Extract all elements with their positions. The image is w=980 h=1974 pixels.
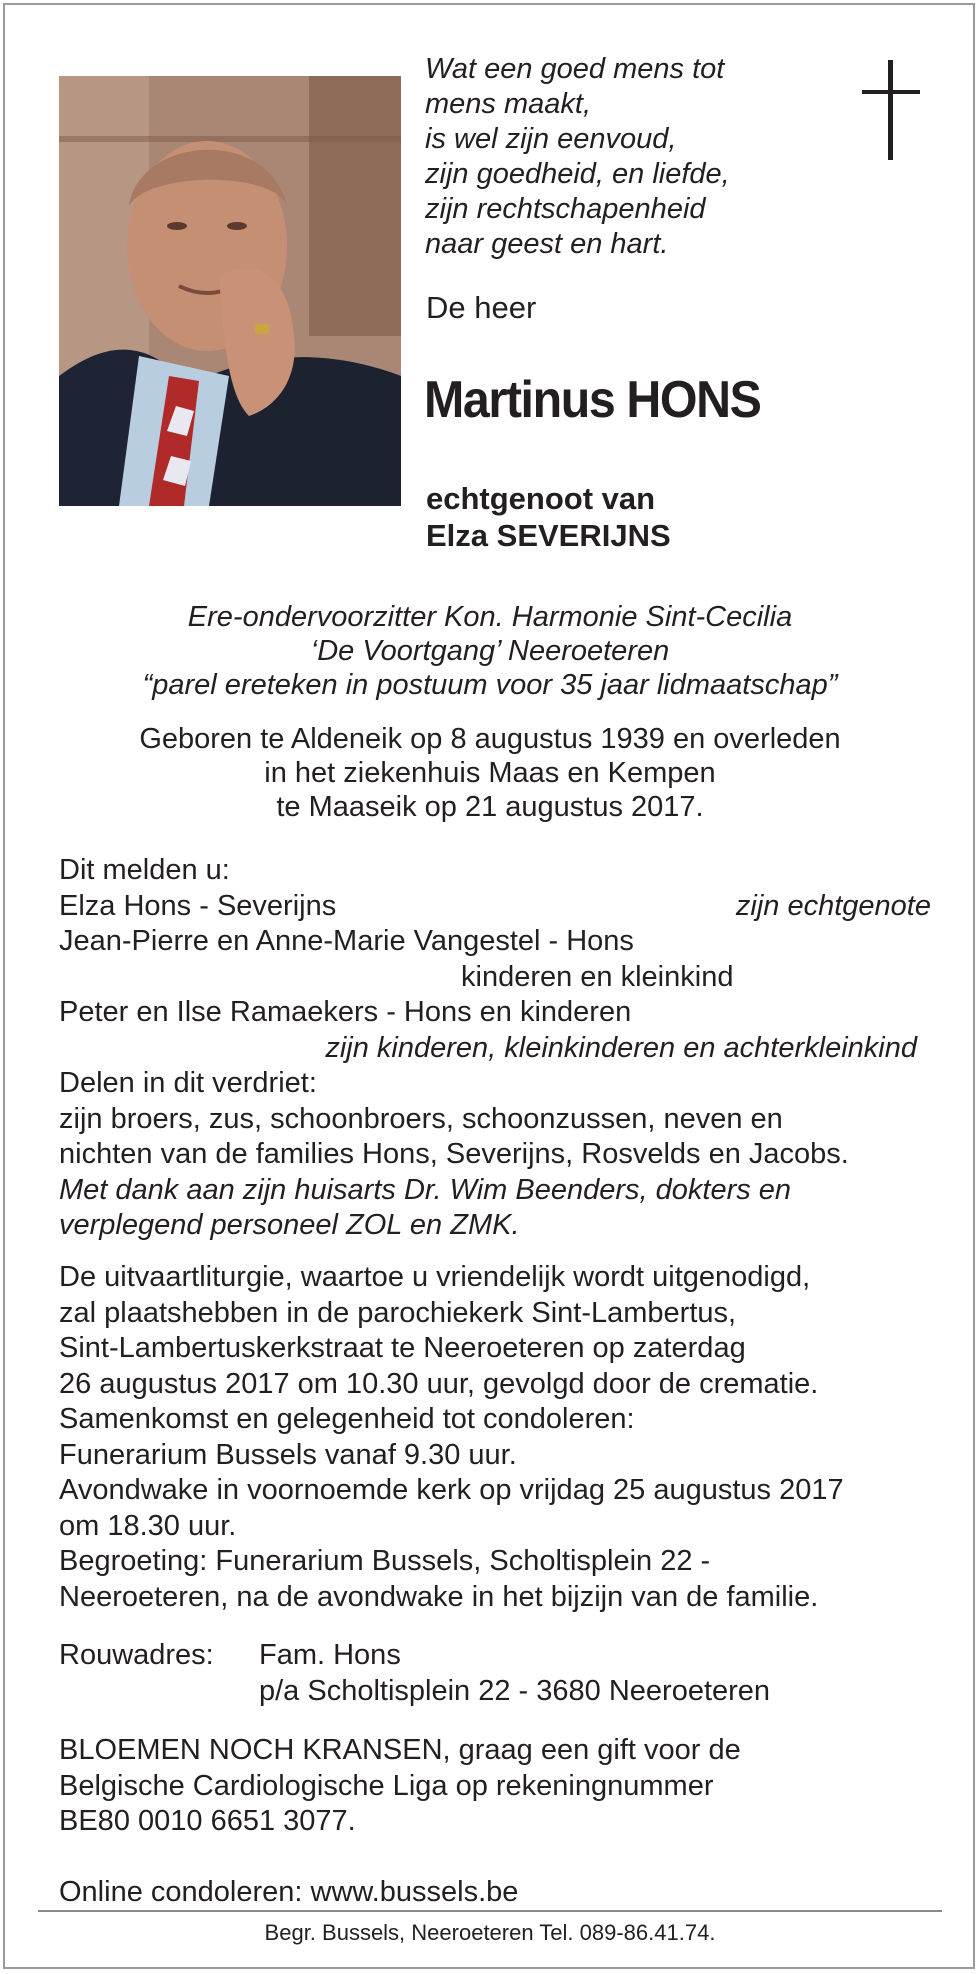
service-line: Sint-Lambertuskerkstraat te Neeroeteren op zaterdag	[59, 1332, 746, 1364]
flowers-line: BE80 0010 6651 3077.	[59, 1805, 356, 1837]
flowers-line: BLOEMEN NOCH KRANSEN, graag een gift voor de	[59, 1734, 741, 1766]
share-line: zijn broers, zus, schoonbroers, schoonzussen, neven en	[59, 1102, 783, 1135]
memorial-poem	[425, 52, 825, 262]
family-intro: Dit melden u:	[59, 854, 230, 886]
footer-divider	[38, 1910, 942, 1912]
spouse-relation: echtgenoot van	[426, 481, 656, 516]
service-line: Samenkomst en gelegenheid tot condoleren:	[59, 1403, 635, 1435]
address-row	[59, 1674, 939, 1710]
funeral-home-footer: Begr. Bussels, Neeroeteren Tel. 089-86.41.74.	[264, 1920, 716, 1945]
service-line: Neeroeteren, na de avondwake in het bijzijn van de familie.	[59, 1580, 819, 1613]
address-label: Rouwadres:	[59, 1639, 214, 1671]
poem-line: mens maakt,	[425, 88, 591, 120]
honors-line: Ere-ondervoorzitter Kon. Harmonie Sint-Cecilia	[187, 601, 793, 633]
family-member-relation: zijn echtgenote	[735, 889, 931, 922]
salutation: De heer	[426, 290, 537, 325]
poem-line: zijn rechtschapenheid	[425, 193, 706, 225]
birth-death-line: in het ziekenhuis Maas en Kempen	[264, 757, 716, 789]
share-line: nichten van de families Hons, Severijns, Rosvelds en Jacobs.	[59, 1138, 849, 1170]
honors-line: “parel ereteken in postuum voor 35 jaar lidmaatschap”	[142, 669, 838, 701]
service-line: 26 augustus 2017 om 10.30 uur, gevolgd door de crematie.	[59, 1367, 819, 1400]
cross-icon	[862, 60, 920, 160]
address-line: p/a Scholtisplein 22 - 3680 Neeroeteren	[259, 1674, 771, 1707]
service-line: Funerarium Bussels vanaf 9.30 uur.	[59, 1438, 517, 1471]
address-row	[59, 1638, 939, 1674]
service-line: De uitvaartliturgie, waartoe u vriendelijk wordt uitgenodigd,	[59, 1261, 811, 1293]
service-line: Avondwake in voornoemde kerk op vrijdag 25 augustus 2017	[59, 1474, 844, 1506]
spouse-name: Elza SEVERIJNS	[426, 518, 671, 553]
mourning-address	[59, 1638, 939, 1709]
share-intro: Delen in dit verdriet:	[59, 1067, 317, 1099]
service-line: zal plaatshebben in de parochiekerk Sint-Lambertus,	[59, 1296, 737, 1329]
family-member-relation: zijn kinderen, kleinkinderen en achterkleinkind	[325, 1031, 917, 1064]
honors-block	[0, 600, 980, 702]
poem-line: Wat een goed mens tot	[425, 53, 725, 85]
family-member-name: Peter en Ilse Ramaekers - Hons en kinderen	[59, 996, 632, 1028]
poem-line: naar geest en hart.	[425, 228, 669, 260]
birth-death-block	[0, 722, 980, 824]
family-block	[59, 853, 939, 1244]
family-member-name: Jean-Pierre en Anne-Marie Vangestel - Hons	[59, 925, 634, 957]
deceased-name: Martinus HONS	[424, 371, 761, 429]
address-line: Fam. Hons	[259, 1639, 401, 1671]
birth-death-line: Geboren te Aldeneik op 8 augustus 1939 en overleden	[139, 723, 841, 755]
thanks-line: verplegend personeel ZOL en ZMK.	[59, 1209, 520, 1241]
address-spacer	[59, 1674, 259, 1710]
service-line: om 18.30 uur.	[59, 1509, 237, 1542]
service-block	[59, 1260, 939, 1615]
poem-line: zijn goedheid, en liefde,	[425, 158, 730, 190]
poem-line: is wel zijn eenvoud,	[425, 123, 677, 155]
honors-line: ‘De Voortgang’ Neeroeteren	[310, 635, 670, 667]
flowers-block	[59, 1733, 939, 1840]
service-line: Begroeting: Funerarium Bussels, Scholtisplein 22 -	[59, 1545, 711, 1577]
thanks-line: Met dank aan zijn huisarts Dr. Wim Beenders, dokters en	[59, 1173, 792, 1206]
portrait-photo	[59, 76, 401, 506]
spouse-info	[426, 480, 671, 554]
family-member-relation: kinderen en kleinkind	[461, 960, 734, 993]
flowers-line: Belgische Cardiologische Liga op rekeningnummer	[59, 1769, 714, 1802]
family-row	[59, 889, 939, 925]
birth-death-line: te Maaseik op 21 augustus 2017.	[276, 791, 704, 823]
family-member-name: Elza Hons - Severijns	[59, 889, 337, 922]
online-condolence: Online condoleren: www.bussels.be	[59, 1876, 519, 1908]
